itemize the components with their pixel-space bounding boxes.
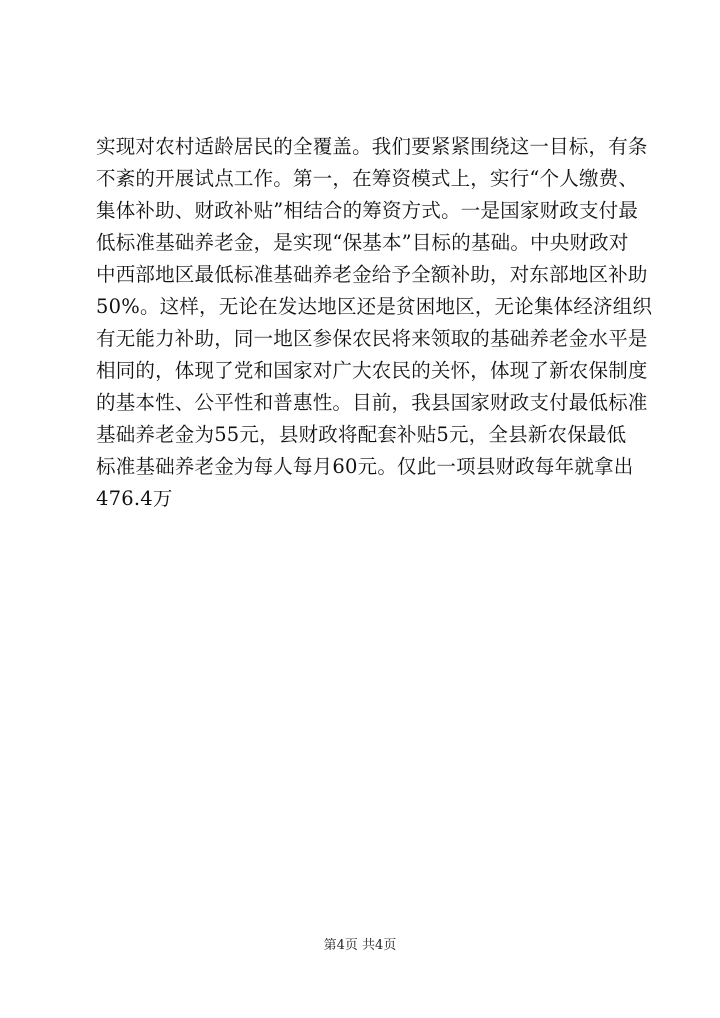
text-line: 低标准基础养老金，是实现“保基本”目标的基础。中央财政对 (96, 231, 629, 254)
text-line: 相同的，体现了党和国家对广大农民的关怀，体现了新农保制度 (96, 359, 648, 382)
text-line: 集体补助、财政补贴”相结合的筹资方式。一是国家财政支付最 (96, 199, 639, 222)
text-line: 476.4万 (96, 487, 173, 510)
body-paragraph (96, 131, 656, 515)
text-line: 的基本性、公平性和普惠性。目前，我县国家财政支付最低标准 (96, 391, 648, 414)
text-line: 基础养老金为55元，县财政将配套补贴5元，全县新农保最低 (96, 423, 627, 446)
text-line: 不紊的开展试点工作。第一，在筹资模式上，实行“个人缴费、 (96, 167, 639, 190)
text-line: 50%。这样，无论在发达地区还是贫困地区，无论集体经济组织 (96, 295, 653, 318)
text-line: 有无能力补助，同一地区参保农民将来领取的基础养老金水平是 (96, 327, 648, 350)
text-line: 标准基础养老金为每人每月60元。仅此一项县财政每年就拿出 (96, 455, 634, 478)
text-line: 中西部地区最低标准基础养老金给予全额补助，对东部地区补助 (96, 263, 648, 286)
text-line: 实现对农村适龄居民的全覆盖。我们要紧紧围绕这一目标，有条 (96, 135, 648, 158)
page-footer: 第4页 共4页 (323, 938, 397, 953)
